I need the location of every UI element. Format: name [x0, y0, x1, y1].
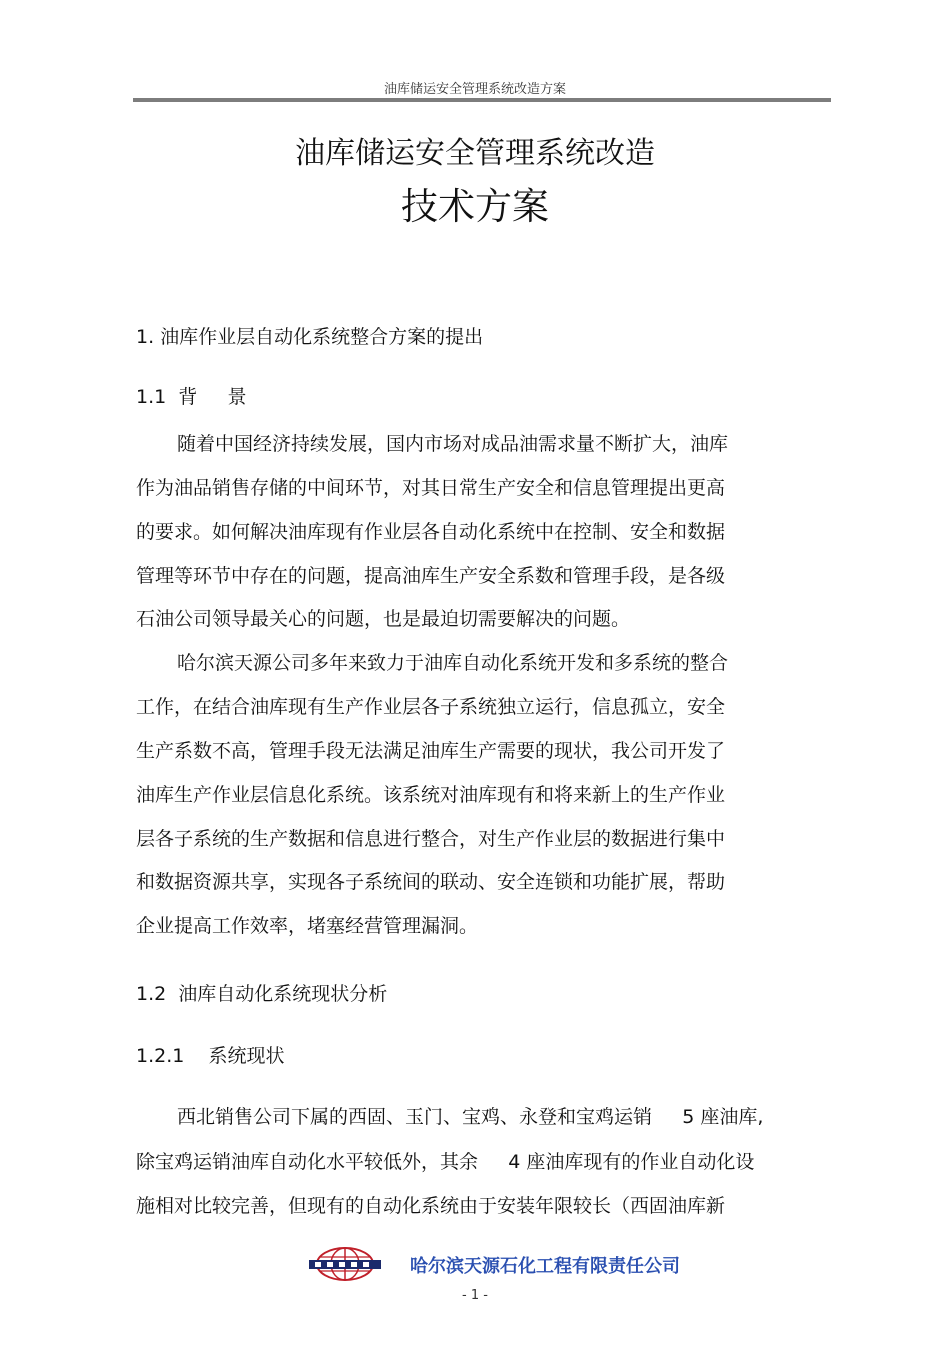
paragraph-line: 作为油品销售存储的中间环节，对其日常生产安全和信息管理提出更高 [136, 477, 726, 499]
document-title-line2: 技术方案 [401, 185, 549, 228]
paragraph-line: 企业提高工作效率，堵塞经营管理漏洞。 [136, 915, 479, 937]
paragraph-line: 西北销售公司下属的西固、玉门、宝鸡、永登和宝鸡运销 5 座油库, [177, 1106, 764, 1128]
paragraph-line: 石油公司领导最关心的问题，也是最迫切需要解决的问题。 [136, 608, 631, 630]
paragraph-line: 随着中国经济持续发展，国内市场对成品油需求量不断扩大，油库 [177, 433, 729, 455]
section-heading-1-2: 1.2 油库自动化系统现状分析 [136, 983, 388, 1005]
section-heading-1-2-1: 1.2.1 系统现状 [136, 1045, 285, 1067]
paragraph-line: 和数据资源共享，实现各子系统间的联动、安全连锁和功能扩展，帮助 [136, 871, 726, 893]
page-header: 油库储运安全管理系统改造方案 [383, 82, 566, 97]
page-number: - 1 - [462, 1288, 488, 1303]
section-heading-1-1: 1.1 背 景 [136, 386, 247, 408]
paragraph-line: 层各子系统的生产数据和信息进行整合，对生产作业层的数据进行集中 [136, 828, 726, 850]
section-heading-1: 1. 油库作业层自动化系统整合方案的提出 [136, 326, 484, 348]
paragraph-line: 的要求。如何解决油库现有作业层各自动化系统中在控制、安全和数据 [136, 521, 726, 543]
paragraph-line: 管理等环节中存在的问题，提高油库生产安全系数和管理手段，是各级 [136, 565, 726, 587]
footer-company-name: 哈尔滨天源石化工程有限责任公司 [410, 1256, 680, 1277]
paragraph-line: 除宝鸡运销油库自动化水平较低外，其余 4 座油库现有的作业自动化设 [136, 1151, 755, 1173]
paragraph-line: 生产系数不高，管理手段无法满足油库生产需要的现状，我公司开发了 [136, 740, 726, 762]
paragraph-line: 哈尔滨天源公司多年来致力于油库自动化系统开发和多系统的整合 [177, 652, 729, 674]
paragraph-line: 工作，在结合油库现有生产作业层各子系统独立运行，信息孤立，安全 [136, 696, 726, 718]
paragraph-line: 油库生产作业层信息化系统。该系统对油库现有和将来新上的生产作业 [136, 784, 726, 806]
document-title-line1: 油库储运安全管理系统改造 [295, 136, 655, 171]
company-globe-logo-icon [305, 1246, 385, 1282]
header-rule [133, 98, 831, 102]
paragraph-line: 施相对比较完善，但现有的自动化系统由于安装年限较长（西固油库新 [136, 1195, 726, 1217]
